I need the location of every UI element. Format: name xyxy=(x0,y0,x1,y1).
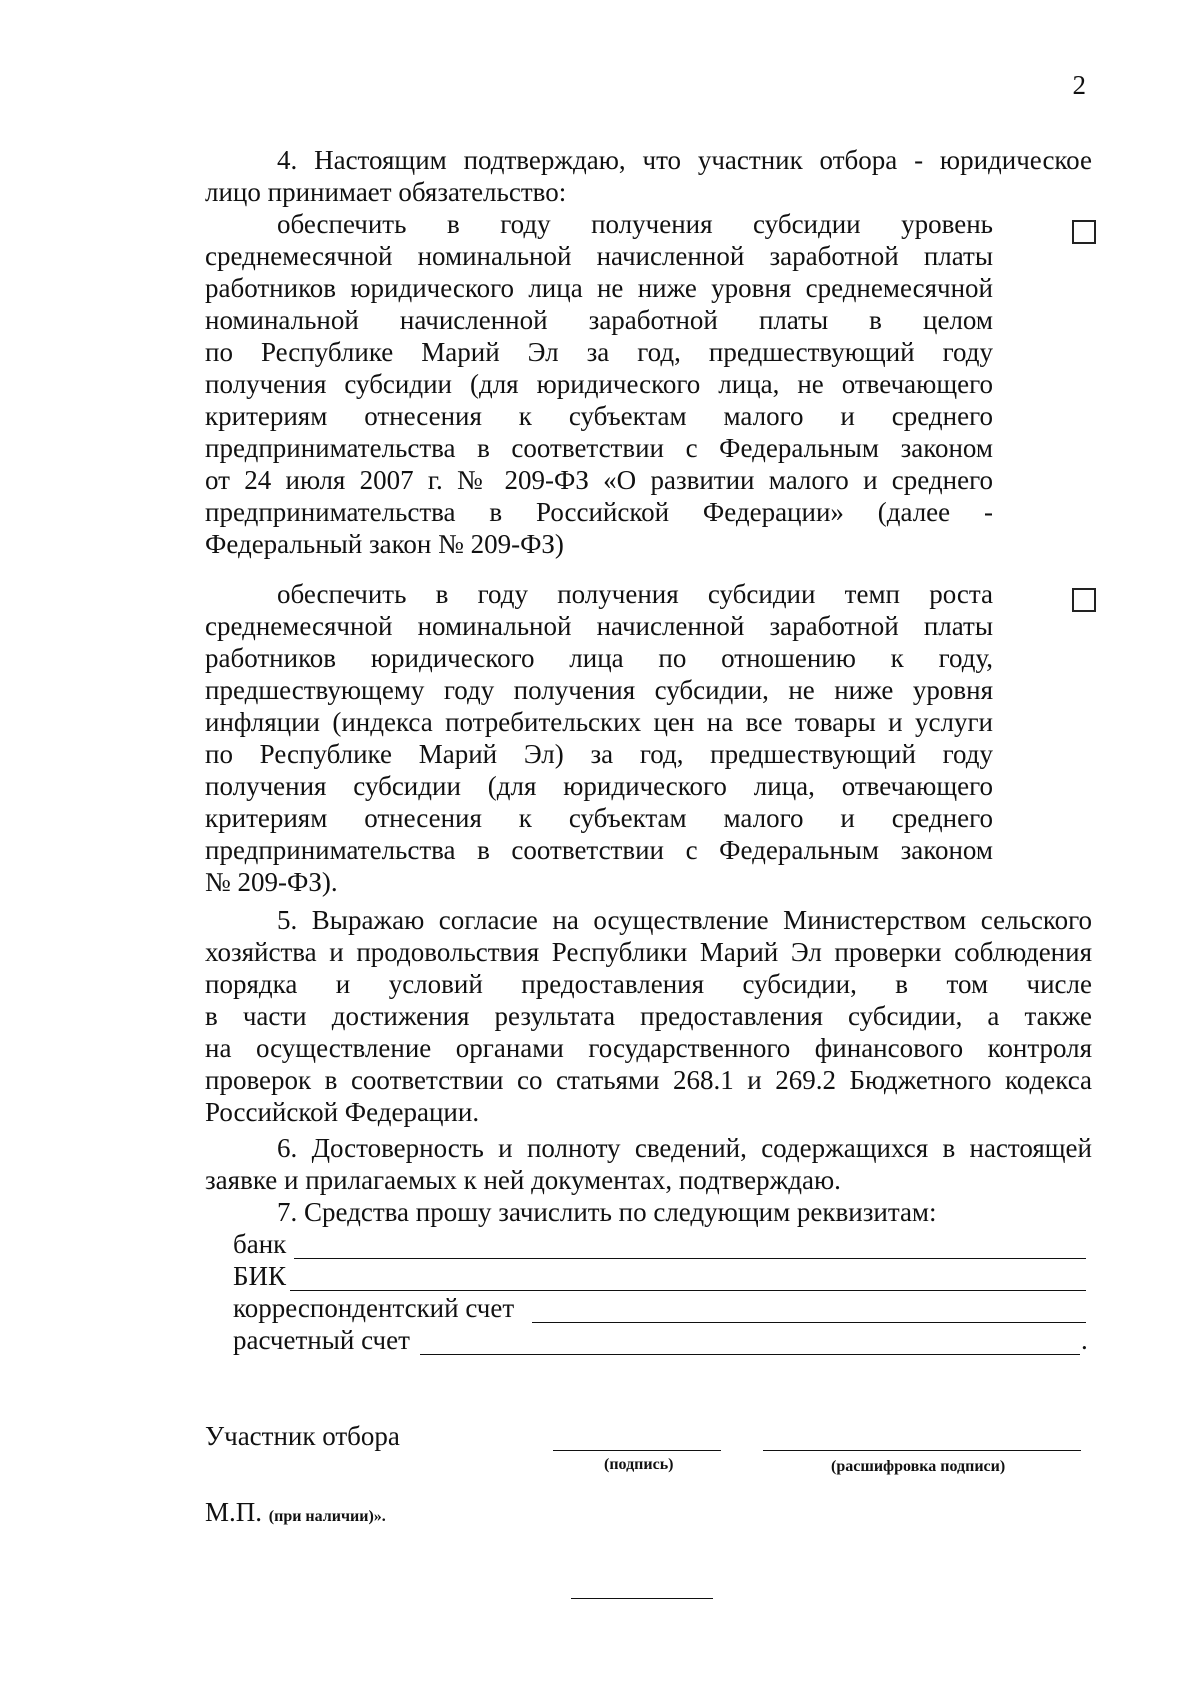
commitment1-line: критериям отнесения к субъектам малого и среднего xyxy=(205,401,993,431)
section4-line: лицо принимает обязательство: xyxy=(205,177,567,207)
commitment2-line: среднемесячной номинальной начисленной заработной платы xyxy=(205,611,993,641)
commitment2-line: получения субсидии (для юридического лица, отвечающего xyxy=(205,771,993,801)
commitment1-checkbox[interactable] xyxy=(1072,220,1096,244)
end-of-document-line xyxy=(571,1598,713,1599)
bik-field[interactable] xyxy=(290,1290,1086,1291)
settlement-account-period: . xyxy=(1081,1325,1088,1355)
stamp-block xyxy=(205,1496,386,1533)
signature-decoding-caption: (расшифровка подписи) xyxy=(831,1458,1006,1475)
commitment2-line: работников юридического лица по отношению к году, xyxy=(205,643,993,673)
corr-account-field[interactable] xyxy=(532,1322,1086,1323)
commitment1-line: получения субсидии (для юридического лица, не отвечающего xyxy=(205,369,993,399)
settlement-account-label: расчетный счет xyxy=(233,1325,410,1355)
section5-line: в части достижения результата предоставления субсидии, а также xyxy=(205,1001,1092,1031)
commitment1-line: предпринимательства в соответствии с Федеральным законом xyxy=(205,433,993,463)
section5-line: на осуществление органами государственного финансового контроля xyxy=(205,1033,1092,1063)
commitment2-line: предпринимательства в соответствии с Федеральным законом xyxy=(205,835,993,865)
section6-line: 6. Достоверность и полноту сведений, содержащихся в настоящей xyxy=(277,1133,1092,1163)
bank-field[interactable] xyxy=(294,1258,1086,1259)
section4-line: 4. Настоящим подтверждаю, что участник отбора - юридическое xyxy=(277,145,1092,175)
participant-label: Участник отбора xyxy=(205,1421,400,1451)
commitment2-line: по Республике Марий Эл) за год, предшествующий году xyxy=(205,739,993,769)
section7-heading: 7. Средства прошу зачислить по следующим реквизитам: xyxy=(277,1197,937,1227)
stamp-note: (при наличии)». xyxy=(268,1508,386,1525)
commitment1-line: от 24 июля 2007 г. № 209-ФЗ «О развитии малого и среднего xyxy=(205,465,993,495)
corr-account-label: корреспондентский счет xyxy=(233,1293,515,1323)
commitment2-line: предшествующему году получения субсидии, не ниже уровня xyxy=(205,675,993,705)
bik-label: БИК xyxy=(233,1261,287,1291)
commitment1-line: обеспечить в году получения субсидии уровень xyxy=(277,209,993,239)
bank-label: банк xyxy=(233,1229,287,1259)
section5-line: Российской Федерации. xyxy=(205,1097,480,1127)
commitment2-line: обеспечить в году получения субсидии темп роста xyxy=(277,579,993,609)
settlement-account-field[interactable] xyxy=(420,1354,1080,1355)
commitment1-line: среднемесячной номинальной начисленной заработной платы xyxy=(205,241,993,271)
commitment1-line: предпринимательства в Российской Федерации» (далее - xyxy=(205,497,993,527)
stamp-label: М.П. xyxy=(205,1497,263,1527)
signature-caption: (подпись) xyxy=(604,1456,674,1473)
section5-line: проверок в соответствии со статьями 268.1 и 269.2 Бюджетного кодекса xyxy=(205,1065,1092,1095)
page-number: 2 xyxy=(1072,70,1086,100)
commitment1-line: Федеральный закон № 209-ФЗ) xyxy=(205,529,564,559)
section5-line: 5. Выражаю согласие на осуществление Министерством сельского xyxy=(277,905,1092,935)
section6-line: заявке и прилагаемых к ней документах, подтверждаю. xyxy=(205,1165,841,1195)
commitment2-line: № 209-ФЗ). xyxy=(205,867,338,897)
commitment2-checkbox[interactable] xyxy=(1072,588,1096,612)
commitment2-line: критериям отнесения к субъектам малого и среднего xyxy=(205,803,993,833)
commitment2-line: инфляции (индекса потребительских цен на все товары и услуги xyxy=(205,707,993,737)
signature-line[interactable] xyxy=(553,1450,721,1451)
commitment1-line: по Республике Марий Эл за год, предшествующий году xyxy=(205,337,993,367)
signature-decoding-line[interactable] xyxy=(763,1450,1081,1451)
section5-line: порядка и условий предоставления субсидии, в том числе xyxy=(205,969,1092,999)
commitment1-line: номинальной начисленной заработной платы в целом xyxy=(205,305,993,335)
section5-line: хозяйства и продовольствия Республики Марий Эл проверки соблюдения xyxy=(205,937,1092,967)
commitment1-line: работников юридического лица не ниже уровня среднемесячной xyxy=(205,273,993,303)
